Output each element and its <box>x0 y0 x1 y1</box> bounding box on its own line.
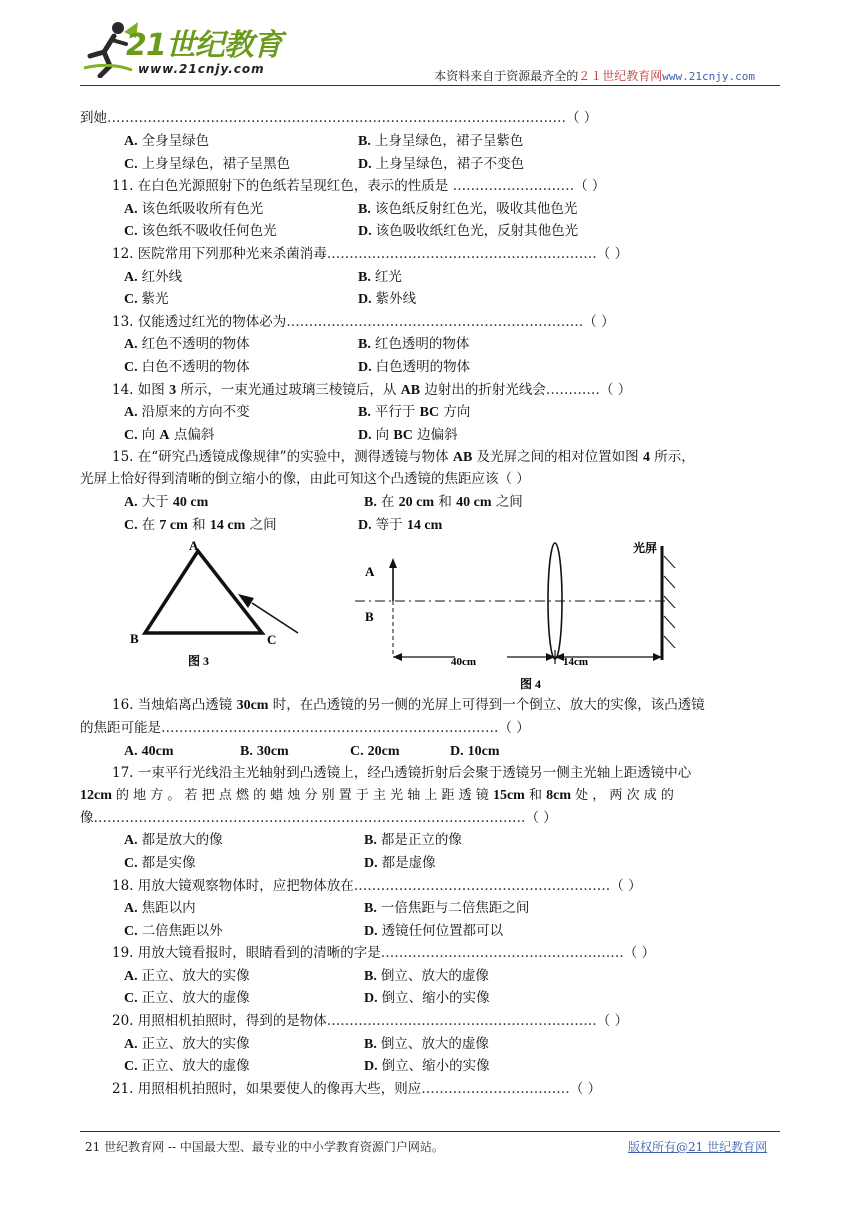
q17-stem-line3: 像……………………………………………………………………………………（ ） <box>80 810 557 826</box>
answer-blank[interactable]: （ ） <box>574 178 606 194</box>
q15-option-a[interactable]: A. 大于 40 cm <box>124 494 209 510</box>
q16-stem-line2: 的焦距可能是…………………………………………………………………（ ） <box>80 720 530 736</box>
figure-4-caption: 图 4 <box>520 677 542 691</box>
q17-option-a[interactable]: A. 都是放大的像 <box>124 832 223 848</box>
vertex-a-label: A <box>189 538 199 553</box>
q13-option-a[interactable]: A. 红色不透明的物体 <box>124 336 250 352</box>
q15-option-c[interactable]: C. 在 7 cm 和 14 cm 之间 <box>124 517 277 533</box>
q20-option-b[interactable]: B. 倒立、放大的虚像 <box>364 1036 489 1052</box>
q17-option-d[interactable]: D. 都是虚像 <box>364 855 436 871</box>
q17-option-b[interactable]: B. 都是正立的像 <box>364 832 462 848</box>
dot-leader: ………………………………………………………………………………………… <box>107 110 566 126</box>
q13-option-c[interactable]: C. 白色不透明的物体 <box>124 359 250 375</box>
q13-stem: 13. 仅能透过红光的物体必为…………………………………………………………（ ） <box>112 314 615 330</box>
q10-option-c[interactable]: C. 上身呈绿色，裙子呈黑色 <box>124 156 291 172</box>
q18-option-c[interactable]: C. 二倍焦距以外 <box>124 923 223 939</box>
object-bottom-label: B <box>365 609 374 624</box>
q17-stem: 17. 一束平行光线沿主光轴射到凸透镜上，经凸透镜折射后会聚于透镜另一侧主光轴上距透镜中心 <box>112 765 692 781</box>
q14-option-c[interactable]: C. 向 A 点偏斜 <box>124 427 215 443</box>
question-text: 到她 <box>80 110 107 126</box>
q12-option-a[interactable]: A. 红外线 <box>124 269 183 285</box>
q12-option-c[interactable]: C. 紫光 <box>124 291 169 307</box>
q20-option-c[interactable]: C. 正立、放大的虚像 <box>124 1058 250 1074</box>
answer-blank[interactable]: （ ） <box>583 314 615 330</box>
q20-option-a[interactable]: A. 正立、放大的实像 <box>124 1036 250 1052</box>
q17-option-c[interactable]: C. 都是实像 <box>124 855 196 871</box>
answer-blank[interactable]: （ ） <box>569 1081 602 1097</box>
vertex-b-label: B <box>130 631 139 646</box>
q16-option-d[interactable]: D. 10cm <box>450 744 500 759</box>
figure-4-lens-setup <box>355 538 695 693</box>
distance-object-lens: 40cm <box>451 656 477 668</box>
q11-option-d[interactable]: D. 该色吸收纸红色光，反射其他色光 <box>358 223 579 239</box>
q14-stem: 14. 如图 3 所示，一束光通过玻璃三棱镜后，从 AB 边射出的折射光线会…………（ ） <box>112 382 632 398</box>
answer-blank[interactable]: （ ） <box>623 945 656 961</box>
header-divider <box>80 85 780 86</box>
header-url[interactable]: www.21cnjy.com <box>662 70 755 83</box>
q19-option-a[interactable]: A. 正立、放大的实像 <box>124 968 250 984</box>
q14-option-a[interactable]: A. 沿原来的方向不变 <box>124 404 250 420</box>
q12-option-d[interactable]: D. 紫外线 <box>358 291 417 307</box>
footer-copyright-link[interactable]: 版权所有@21 世纪教育网 <box>628 1140 768 1154</box>
q16-option-c[interactable]: C. 20cm <box>350 744 400 759</box>
q19-stem: 19. 用放大镜看报时，眼睛看到的清晰的字是………………………………………………（ ） <box>112 945 656 961</box>
q19-option-b[interactable]: B. 倒立、放大的虚像 <box>364 968 489 984</box>
answer-blank[interactable]: （ ） <box>599 382 632 398</box>
q15-stem: 15. 在“研究凸透镜成像规律”的实验中，测得透镜与物体 AB 及光屏之间的相对位置如图 4 所示， <box>112 449 695 465</box>
q15-option-d[interactable]: D. 等于 14 cm <box>358 517 443 533</box>
answer-blank[interactable]: （ ） <box>596 1013 629 1029</box>
footer-site-description: 21 世纪教育网 -- 中国最大型、最专业的中小学教育资源门户网站。 <box>85 1140 444 1154</box>
footer-divider <box>80 1131 780 1132</box>
screen-label: 光屏 <box>633 541 658 555</box>
logo-text: 21世纪教育 <box>126 28 282 63</box>
q17-stem-line2: 12cm 的 地 方 。 若 把 点 燃 的 蜡 烛 分 别 置 于 主 光 轴 上 距 透 镜 15cm 和 8cm 处 ， 两 次 成 的 <box>80 788 674 803</box>
q20-option-d[interactable]: D. 倒立、缩小的实像 <box>364 1058 490 1074</box>
q11-option-a[interactable]: A. 该色纸吸收所有色光 <box>124 201 264 217</box>
q10-option-b[interactable]: B. 上身呈绿色，裙子呈紫色 <box>358 133 524 149</box>
q12-stem: 12. 医院常用下列那种光来杀菌消毒……………………………………………………（ ） <box>112 246 629 262</box>
q16-option-a[interactable]: A. 40cm <box>124 744 174 759</box>
q16-option-b[interactable]: B. 30cm <box>240 744 289 759</box>
answer-blank[interactable]: （ ） <box>566 110 598 126</box>
q20-stem: 20. 用照相机拍照时，得到的是物体……………………………………………………（ ） <box>112 1013 629 1029</box>
q16-stem: 16. 当烛焰离凸透镜 30cm 时，在凸透镜的另一侧的光屏上可得到一个倒立、放大的实像，该凸透镜 <box>112 697 705 713</box>
answer-blank[interactable]: （ ） <box>498 471 530 487</box>
q14-option-d[interactable]: D. 向 BC 边偏斜 <box>358 427 458 443</box>
header-brand: ２１世纪教育网 <box>578 69 663 83</box>
answer-blank[interactable]: （ ） <box>525 810 557 826</box>
q11-option-c[interactable]: C. 该色纸不吸收任何色光 <box>124 223 277 239</box>
figure-3-prism <box>120 538 320 673</box>
q21-stem: 21. 用照相机拍照时，如果要使人的像再大些，则应……………………………（ ） <box>112 1081 602 1097</box>
answer-blank[interactable]: （ ） <box>596 246 629 262</box>
q18-option-b[interactable]: B. 一倍焦距与二倍焦距之间 <box>364 900 530 916</box>
q13-option-b[interactable]: B. 红色透明的物体 <box>358 336 470 352</box>
vertex-c-label: C <box>267 632 277 647</box>
q11-stem: 11. 在白色光源照射下的色纸若呈现红色，表示的性质是 ………………………（ ） <box>112 178 606 194</box>
q15-option-b[interactable]: B. 在 20 cm 和 40 cm 之间 <box>364 494 523 510</box>
figure-3-caption: 图 3 <box>188 654 210 668</box>
q18-option-d[interactable]: D. 透镜任何位置都可以 <box>364 923 504 939</box>
q10-option-a[interactable]: A. 全身呈绿色 <box>124 133 210 149</box>
header-note <box>434 67 755 84</box>
q11-option-b[interactable]: B. 该色纸反射红色光，吸收其他色光 <box>358 201 578 217</box>
object-top-label: A <box>365 564 375 579</box>
answer-blank[interactable]: （ ） <box>610 878 642 894</box>
q10-option-d[interactable]: D. 上身呈绿色，裙子不变色 <box>358 156 525 172</box>
q12-option-b[interactable]: B. 红光 <box>358 269 402 285</box>
q19-option-c[interactable]: C. 正立、放大的虚像 <box>124 990 250 1006</box>
answer-blank[interactable]: （ ） <box>498 720 530 736</box>
logo-url: www.21cnjy.com <box>138 62 265 76</box>
q10-tail <box>80 108 597 128</box>
q18-option-a[interactable]: A. 焦距以内 <box>124 900 196 916</box>
q18-stem: 18. 用放大镜观察物体时，应把物体放在…………………………………………………（ ） <box>112 878 642 894</box>
q14-option-b[interactable]: B. 平行于 BC 方向 <box>358 404 471 420</box>
header-note-text: 本资料来自于资源最齐全的 <box>434 69 579 83</box>
q19-option-d[interactable]: D. 倒立、缩小的实像 <box>364 990 490 1006</box>
q15-stem-line2: 光屏上恰好得到清晰的倒立缩小的像，由此可知这个凸透镜的焦距应该（ ） <box>80 471 530 487</box>
distance-lens-screen: 14cm <box>563 656 589 668</box>
logo[interactable] <box>80 18 290 82</box>
q13-option-d[interactable]: D. 白色透明的物体 <box>358 359 471 375</box>
